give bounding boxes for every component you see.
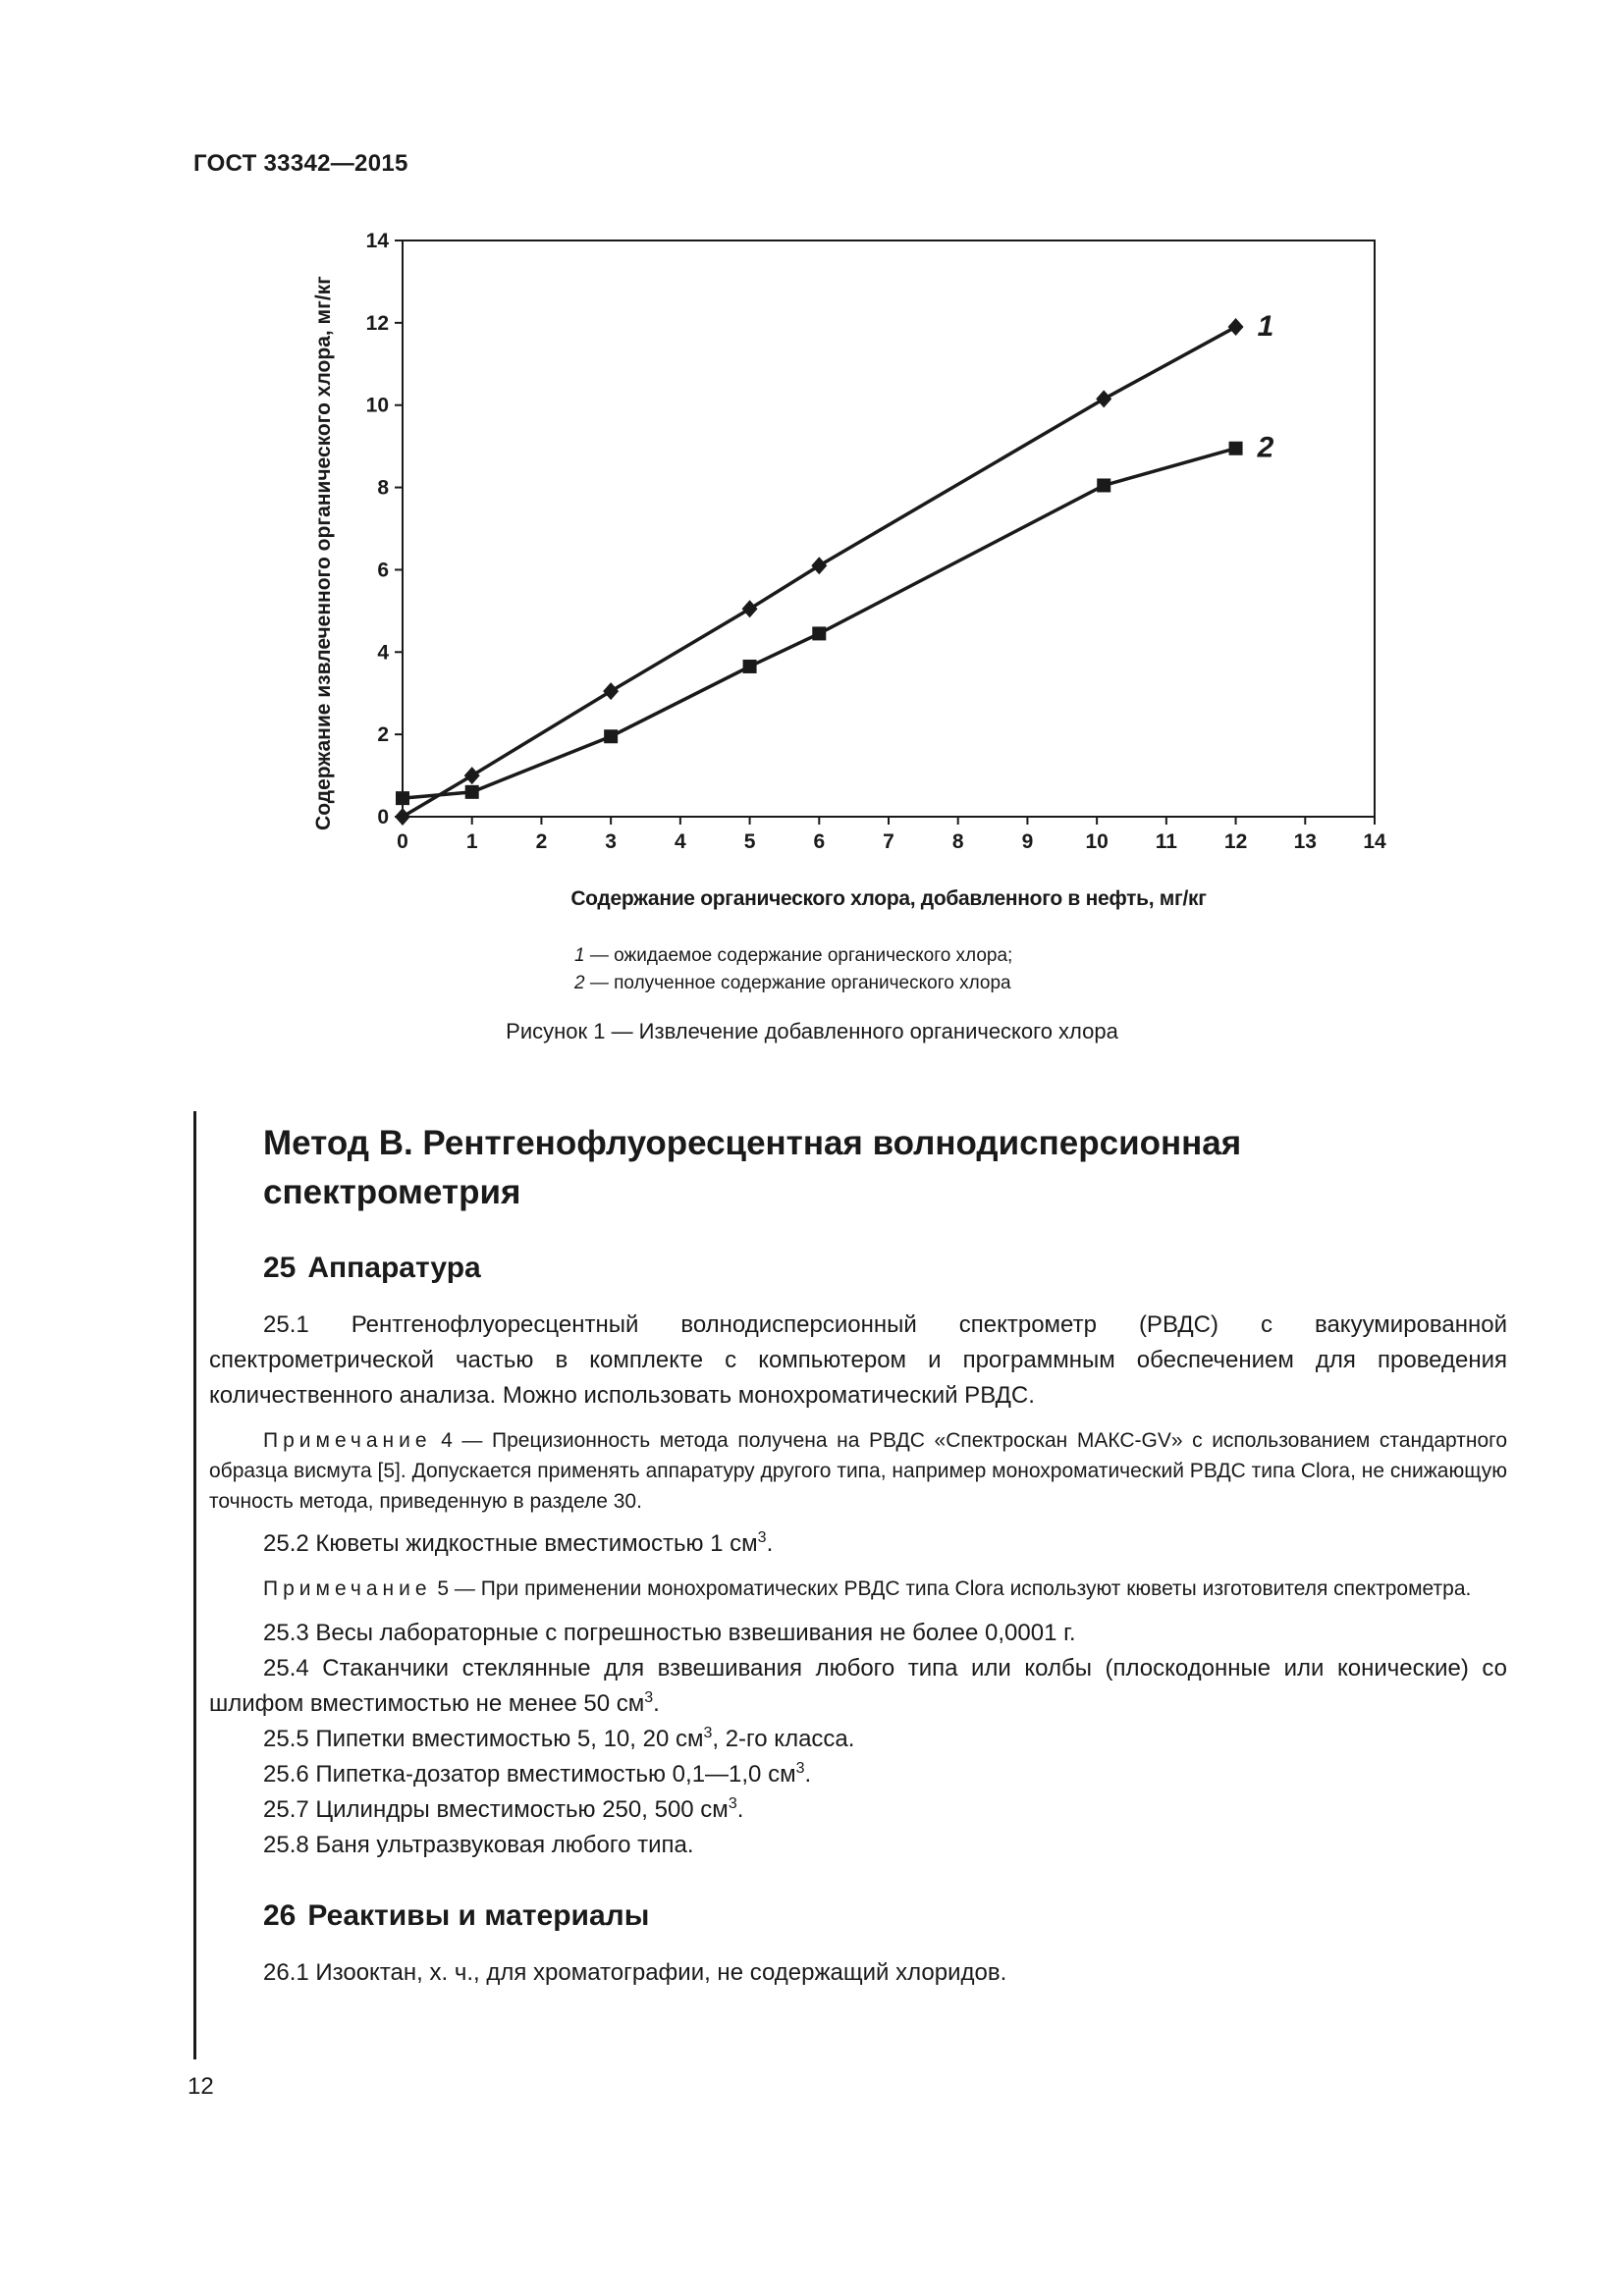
y-tick-label: 0 [377,806,389,828]
y-tick-label: 8 [377,476,389,500]
page-number: 12 [188,2073,214,2100]
x-tick-label: 0 [397,830,408,853]
x-tick-label: 4 [675,830,686,853]
series-1-point [742,600,758,617]
series-2-point [743,660,757,673]
paragraph-25-2: 25.2 Кюветы жидкостные вместимостью 1 $см^3$. [263,1529,774,1557]
x-tick-label: 14 [1363,830,1386,853]
paragraph-26-1: 26.1 Изооктан, х. ч., для хроматографии, не содержащий хлоридов. [263,1959,1007,1986]
series-1-point [1228,318,1244,336]
series-1-point [603,682,619,700]
y-axis-label: Содержание извлеченного органического хлора, мг/кг [312,276,335,830]
series-2-point [604,729,618,743]
paragraph-25-1: 25.1 Рентгенофлуоресцентный волнодисперсионный спектрометр (РВДС) с вакуумированной спектрометрической частью в комплекте с компьютером и программным обеспечением для проведения количественного анализа. Можно использовать монохроматический РВДС. [209,1311,1507,1409]
y-tick-label: 6 [377,559,389,582]
x-tick-label: 1 [465,830,478,853]
x-tick-label: 12 [1223,830,1248,853]
x-tick-label: 5 [743,830,756,853]
series-1-label: 1 [1257,310,1274,344]
y-tick-label: 10 [365,394,389,417]
change-bar [193,1111,196,2059]
main-content [209,1119,1507,1991]
series-2-point [1229,442,1243,455]
x-tick-label: 3 [605,830,617,853]
x-tick-label: 9 [1021,830,1034,853]
note-5: Примечание 5 — При применении монохроматических РВДС типа Clora используют кюветы изготовителя спектрометра. [263,1577,1472,1600]
y-tick-label: 4 [377,641,389,665]
x-tick-label: 11 [1155,830,1177,853]
chart-legend [574,942,1012,997]
section-25-heading: 25 Аппаратура [263,1252,481,1284]
series-2-label: 2 [1257,431,1274,464]
x-tick-label: 8 [951,830,964,853]
document-header: ГОСТ 33342—2015 [193,150,408,177]
series-2-point [812,626,826,640]
series-2-point [465,785,479,799]
x-tick-label: 7 [883,830,894,853]
x-tick-label: 13 [1293,830,1317,853]
series-1-point [395,808,410,826]
method-title: Метод B. Рентгенофлуоресцентная волнодисперсионная спектрометрия [263,1124,1242,1211]
chart [295,221,1414,918]
x-tick-label: 2 [535,830,548,853]
x-tick-label: 10 [1085,830,1109,853]
paragraph-25-3: 25.3 Весы лабораторные с погрешностью взвешивания не более 0,0001 г. [263,1620,1076,1646]
legend-item-1: 1 — ожидаемое содержание органического хлора; [574,945,1013,966]
paragraph-25-6: 25.6 Пипетка-дозатор вместимостью 0,1—1,0 $см^3$. [263,1760,812,1788]
paragraph-25-8: 25.8 Баня ультразвуковая любого типа. [263,1832,694,1858]
series-2-point [1097,478,1110,492]
section-26-heading: 26 Реактивы и материалы [263,1899,650,1932]
series-1-point [464,767,480,784]
y-tick-label: 2 [377,723,389,747]
paragraph-25-7: 25.7 Цилиндры вместимостью 250, 500 $см^3$. [263,1795,744,1823]
series-2-point [396,791,409,805]
figure-caption: Рисунок 1 — Извлечение добавленного органического хлора [506,1019,1118,1043]
series-2-line [403,449,1236,798]
y-tick-label: 14 [365,230,389,252]
series-1-point [811,557,827,574]
series-1-point [1096,390,1111,407]
y-tick-label: 12 [365,311,389,335]
legend-item-2: 2 — полученное содержание органического хлора [574,973,1011,993]
note-4: Примечание 4 — Прецизионность метода получена на РВДС «Спектроскан МАКС-GV» с использованием стандартного образца висмута [5]. Допускается применять аппаратуру другого типа, например монохроматический РВДС типа Clora, не снижающую точность метода, приведенную в разделе 30. [209,1429,1507,1513]
x-axis-label: Содержание органического хлора, добавленного в нефть, мг/кг [570,887,1207,910]
x-tick-label: 6 [813,830,826,853]
paragraph-25-4: 25.4 Стаканчики стеклянные для взвешивания любого типа или колбы (плоскодонные или конические) со шлифом вместимостью не менее 50 $см^3$. [209,1655,1507,1717]
paragraph-25-5: 25.5 Пипетки вместимостью 5, 10, 20 $см^3$, 2-го класса. [263,1725,855,1752]
